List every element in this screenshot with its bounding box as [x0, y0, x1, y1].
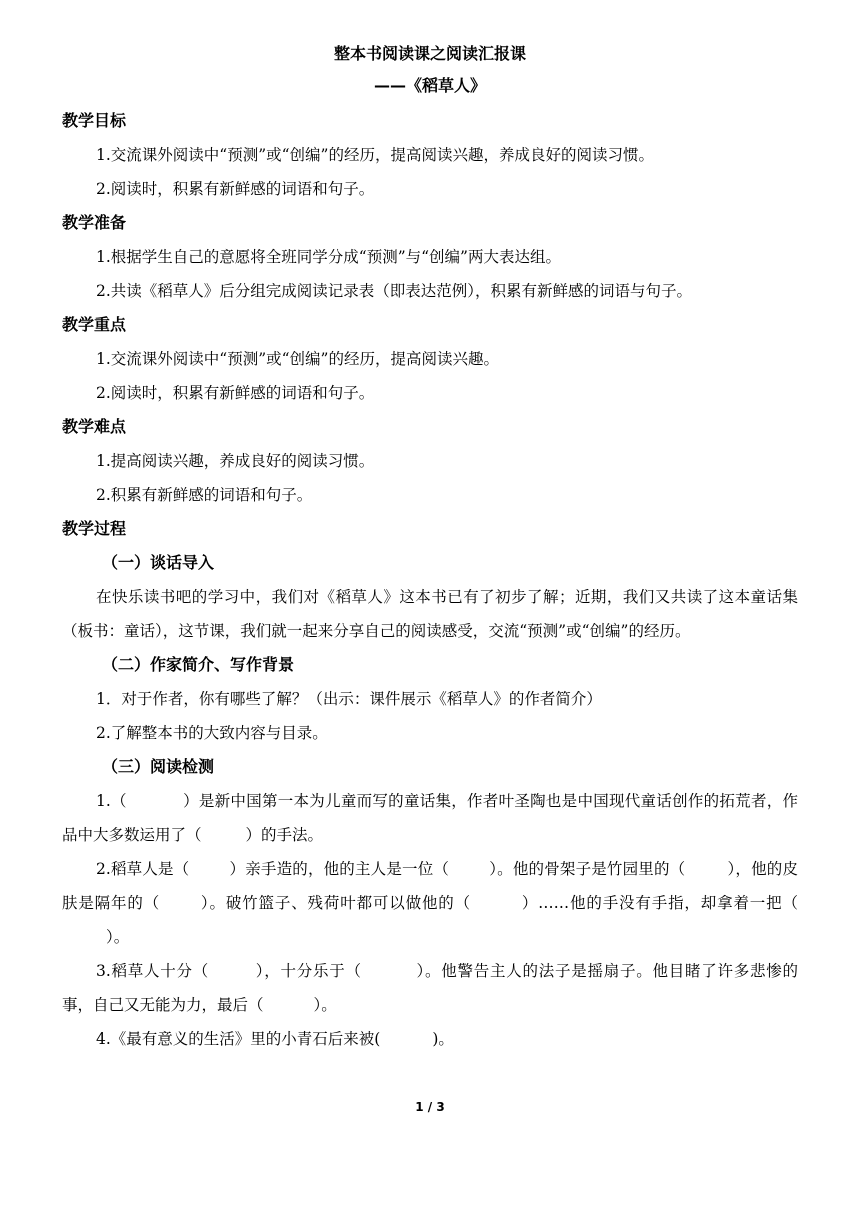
- prep-item-2: 2.共读《稻草人》后分组完成阅读记录表（即表达范例），积累有新鲜感的词语与句子。: [96, 282, 693, 300]
- goal-item-1: 1.交流课外阅读中“预测”或“创编”的经历，提高阅读兴趣，养成良好的阅读习惯。: [96, 146, 654, 164]
- process-part2-item-1: 1．对于作者，你有哪些了解？（出示：课件展示《稻草人》的作者简介）: [96, 690, 602, 708]
- section-heading-process: 教学过程: [62, 519, 127, 538]
- document-subtitle: ——《稻草人》: [373, 76, 486, 95]
- document-title: 整本书阅读课之阅读汇报课: [333, 44, 526, 63]
- process-part2-heading: （二）作家简介、写作背景: [102, 655, 295, 674]
- process-part1-heading: （一）谈话导入: [102, 553, 215, 572]
- process-part2-item-2: 2.了解整本书的大致内容与目录。: [96, 724, 328, 742]
- difficulty-item-1: 1.提高阅读兴趣，养成良好的阅读习惯。: [96, 452, 375, 470]
- page-number: 1 / 3: [415, 1100, 445, 1114]
- section-heading-difficulty: 教学难点: [62, 417, 127, 436]
- goal-item-2: 2.阅读时，积累有新鲜感的词语和句子。: [96, 180, 375, 198]
- process-part3-heading: （三）阅读检测: [102, 757, 215, 776]
- key-item-1: 1.交流课外阅读中“预测”或“创编”的经历，提高阅读兴趣。: [96, 350, 499, 368]
- difficulty-item-2: 2.积累有新鲜感的词语和句子。: [96, 486, 313, 504]
- key-item-2: 2.阅读时，积累有新鲜感的词语和句子。: [96, 384, 375, 402]
- section-heading-key: 教学重点: [62, 315, 127, 334]
- quiz-question-4: 4.《最有意义的生活》里的小青石后来被( )。: [96, 1030, 454, 1048]
- quiz-question-3: 3.稻草人十分（ ），十分乐于（ ）。他警告主人的法子是摇扇子。他目睹了许多悲惨的事，自己又无能为力，最后（ ）。: [62, 962, 798, 1014]
- quiz-question-2: 2.稻草人是（ ）亲手造的，他的主人是一位（ ）。他的骨架子是竹园里的（ ），他的皮肤是隔年的（ ）。破竹篮子、残荷叶都可以做他的（ ）……他的手没有手指，却拿着一把（）。: [62, 860, 798, 946]
- quiz-question-1: 1.（ ）是新中国第一本为儿童而写的童话集，作者叶圣陶也是中国现代童话创作的拓荒者，作品中大多数运用了（ ）的手法。: [62, 792, 798, 844]
- section-heading-goals: 教学目标: [62, 111, 127, 130]
- process-part1-paragraph: 在快乐读书吧的学习中，我们对《稻草人》这本书已有了初步了解；近期，我们又共读了这本童话集（板书：童话），这节课，我们就一起来分享自己的阅读感受，交流“预测”或“创编”的经历。: [62, 588, 798, 640]
- prep-item-1: 1.根据学生自己的意愿将全班同学分成“预测”与“创编”两大表达组。: [96, 248, 561, 266]
- section-heading-prep: 教学准备: [62, 213, 127, 232]
